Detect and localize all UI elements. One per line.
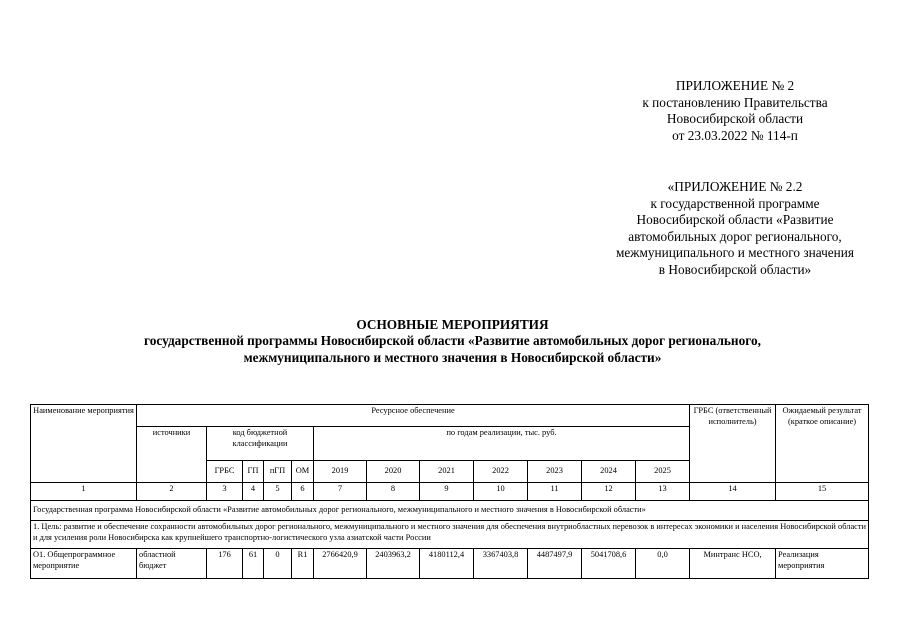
- appendix2-line: в Новосибирской области»: [658, 261, 812, 277]
- appendix2-line: Новосибирской области «Развитие: [636, 212, 834, 228]
- column-number: 11: [528, 483, 582, 501]
- appendix-line: ПРИЛОЖЕНИЕ № 2: [675, 78, 795, 93]
- measure-gp: 61: [243, 549, 264, 579]
- measure-executor: Минтранс НСО,: [690, 549, 776, 579]
- header-year: 2021: [420, 461, 474, 483]
- column-number: 6: [292, 483, 314, 501]
- measure-pgp: 0: [264, 549, 292, 579]
- measure-value: 4487497,9: [528, 549, 582, 579]
- column-number: 13: [636, 483, 690, 501]
- measure-name: О1. Общепрограммное мероприятие: [31, 549, 137, 579]
- header-year: 2025: [636, 461, 690, 483]
- measures-table: [30, 404, 869, 579]
- header-code-om: ОМ: [292, 461, 314, 483]
- column-number: 12: [582, 483, 636, 501]
- header-year: 2020: [367, 461, 420, 483]
- measure-value: 0,0: [636, 549, 690, 579]
- measure-value: 3367403,8: [474, 549, 528, 579]
- column-number: 3: [207, 483, 243, 501]
- appendix-line: Новосибирской области: [666, 111, 804, 127]
- column-number: 2: [137, 483, 207, 501]
- program-row: Государственная программа Новосибирской области «Развитие автомобильных дорог регионального, межмуниципального и местного значения в Новосибирской области»: [31, 501, 869, 521]
- header-resource: Ресурсное обеспечение: [137, 405, 690, 427]
- header-years: по годам реализации, тыс. руб.: [314, 427, 690, 461]
- header-year: 2024: [582, 461, 636, 483]
- appendix2-line: к государственной программе: [650, 195, 820, 211]
- appendix2-line: «ПРИЛОЖЕНИЕ № 2.2: [667, 179, 803, 194]
- appendix-line: от 23.03.2022 № 114-п: [672, 127, 798, 143]
- appendix2-header: [585, 179, 885, 279]
- column-number: 9: [420, 483, 474, 501]
- column-number: 14: [690, 483, 776, 501]
- title-line-2: государственной программы Новосибирской области «Развитие автомобильных дорог регионального,: [144, 333, 761, 349]
- column-number: 10: [474, 483, 528, 501]
- measure-om: R1: [292, 549, 314, 579]
- header-code-pgp: пГП: [264, 461, 292, 483]
- appendix2-line: автомобильных дорог регионального,: [628, 228, 842, 244]
- header-code-gp: ГП: [243, 461, 264, 483]
- measure-value: 5041708,6: [582, 549, 636, 579]
- header-name: Наименование мероприятия: [31, 405, 137, 483]
- measure-grbs: 176: [207, 549, 243, 579]
- appendix-header: [600, 78, 870, 144]
- goal-row: 1. Цель: развитие и обеспечение сохранности автомобильных дорог регионального, межмуниципального и местного значения для обеспечения внутриобластных перевозок в интересах экономики и населения Новосибирской области и для усиления роли Новосибирска как крупнейшего транспортно-логистического узла азиатской части России: [31, 521, 869, 549]
- header-year: 2019: [314, 461, 367, 483]
- title-line-1: ОСНОВНЫЕ МЕРОПРИЯТИЯ: [356, 317, 549, 332]
- measure-value: 2403963,2: [367, 549, 420, 579]
- table-row: [31, 549, 869, 579]
- measure-value: 2766420,9: [314, 549, 367, 579]
- column-number: 7: [314, 483, 367, 501]
- header-budget-code: код бюджетной классификации: [207, 427, 314, 461]
- measure-result: Реализация мероприятия: [776, 549, 869, 579]
- appendix-line: к постановлению Правительства: [642, 94, 828, 110]
- header-year: 2023: [528, 461, 582, 483]
- column-number: 1: [31, 483, 137, 501]
- column-number: 15: [776, 483, 869, 501]
- column-number: 8: [367, 483, 420, 501]
- appendix2-line: межмуниципального и местного значения: [615, 245, 855, 261]
- title-line-3: межмуниципального и местного значения в Новосибирской области»: [243, 349, 662, 365]
- header-grbs: ГРБС (ответственный исполнитель): [690, 405, 776, 483]
- column-number: 4: [243, 483, 264, 501]
- column-numbers-row: [31, 483, 869, 501]
- header-code-grbs: ГРБС: [207, 461, 243, 483]
- column-number: 5: [264, 483, 292, 501]
- measure-source: областной бюджет: [137, 549, 207, 579]
- header-year: 2022: [474, 461, 528, 483]
- header-result: Ожидаемый результат (краткое описание): [776, 405, 869, 483]
- document-title: [0, 317, 905, 366]
- header-sources: источники: [137, 427, 207, 483]
- measure-value: 4180112,4: [420, 549, 474, 579]
